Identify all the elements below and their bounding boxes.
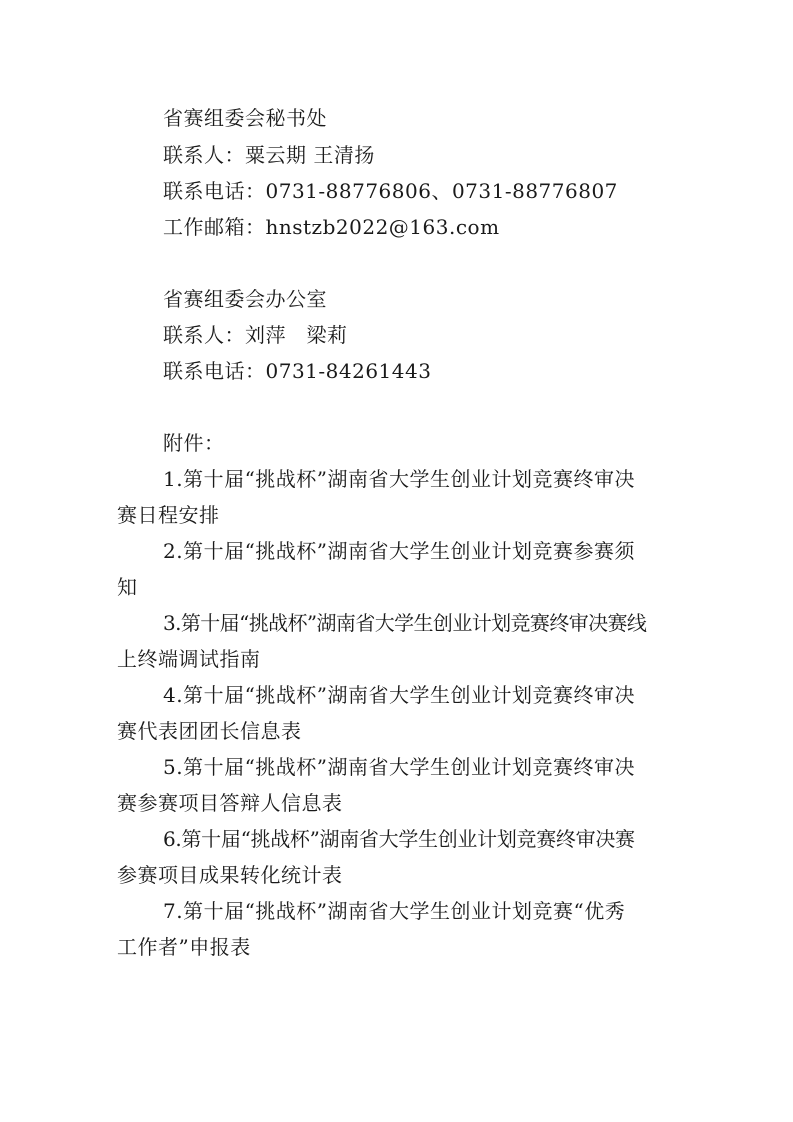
attachment-item-2-line2: 知: [117, 575, 138, 599]
attachment-item-1-line2: 赛日程安排: [117, 503, 220, 527]
secretariat-contacts: 联系人：粟云期 王清扬: [163, 143, 375, 167]
attachment-item-3-line1: 3.第十届“挑战杯”湖南省大学生创业计划竞赛终审决赛线: [163, 611, 647, 635]
secretariat-phone: 联系电话：0731-88776806、0731-88776807: [163, 179, 618, 203]
attachment-item-3-line2: 上终端调试指南: [117, 647, 261, 671]
attachment-item-6-line2: 参赛项目成果转化统计表: [117, 863, 343, 887]
attachment-item-7-line1: 7.第十届“挑战杯”湖南省大学生创业计划竞赛“优秀: [163, 899, 626, 923]
office-contacts: 联系人：刘萍 梁莉: [163, 323, 348, 347]
secretariat-title: 省赛组委会秘书处: [163, 106, 327, 130]
office-title: 省赛组委会办公室: [163, 287, 327, 311]
office-phone: 联系电话：0731-84261443: [163, 359, 432, 383]
attachments-heading: 附件：: [163, 431, 225, 455]
attachment-item-1-line1: 1.第十届“挑战杯”湖南省大学生创业计划竞赛终审决: [163, 467, 636, 491]
attachment-item-6-line1: 6.第十届“挑战杯”湖南省大学生创业计划竞赛终审决赛: [163, 827, 635, 851]
attachment-item-4-line1: 4.第十届“挑战杯”湖南省大学生创业计划竞赛终审决: [163, 683, 636, 707]
attachment-item-2-line1: 2.第十届“挑战杯”湖南省大学生创业计划竞赛参赛须: [163, 539, 636, 563]
attachment-item-4-line2: 赛代表团团长信息表: [117, 719, 302, 743]
attachment-item-7-line2: 工作者”申报表: [117, 935, 251, 959]
attachment-item-5-line2: 赛参赛项目答辩人信息表: [117, 791, 343, 815]
attachment-item-5-line1: 5.第十届“挑战杯”湖南省大学生创业计划竞赛终审决: [163, 755, 636, 779]
secretariat-email: 工作邮箱：hnstzb2022@163.com: [163, 215, 500, 239]
